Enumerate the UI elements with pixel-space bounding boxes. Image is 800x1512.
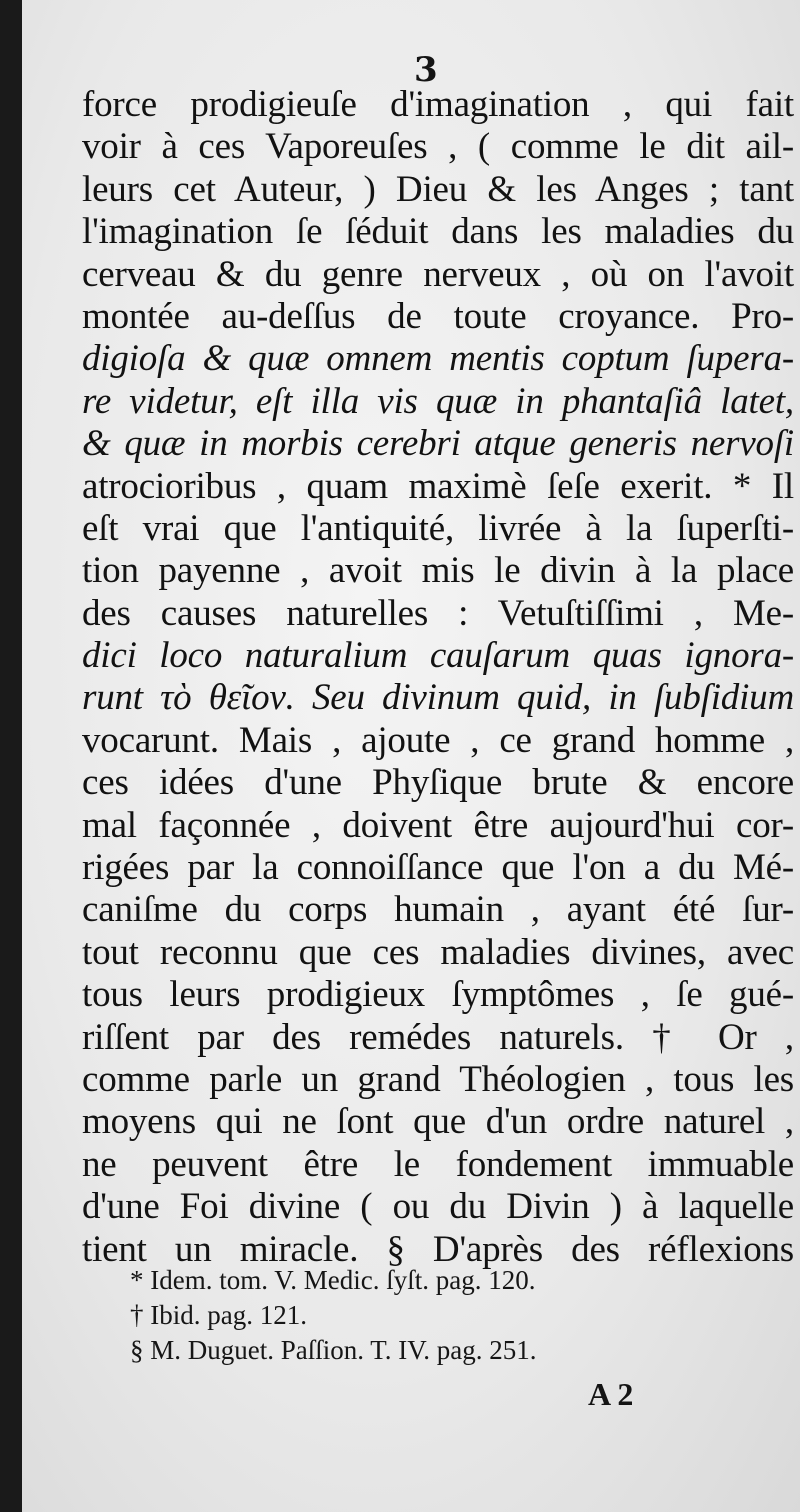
text-line: vocarunt. Mais , ajoute , ce grand homme ,: [82, 719, 794, 761]
text-line: comme parle un grand Théologien , tous les: [82, 1058, 794, 1100]
text-line: tient un miracle. § D'après des réflexions: [82, 1228, 794, 1270]
text-line: caniſme du corps humain , ayant été ſur-: [82, 889, 794, 931]
page-number: 3: [414, 50, 438, 90]
text-line: dici loco naturalium cauſarum quas ignora-: [82, 635, 794, 677]
body-text: [82, 84, 794, 1271]
text-line: voir à ces Vaporeuſes , ( comme le dit ail-: [82, 126, 794, 168]
footnote: * Idem. tom. V. Medic. ſyſt. pag. 120.: [130, 1265, 536, 1295]
footnote: † Ibid. pag. 121.: [130, 1300, 307, 1330]
text-line: runt τὸ θεῖον. Seu divinum quid, in ſubſidium: [82, 677, 794, 719]
text-line: riſſent par des remédes naturels. † Or ,: [82, 1016, 794, 1058]
text-line: force prodigieuſe d'imagination , qui fait: [82, 84, 794, 125]
book-page: [22, 0, 800, 1512]
text-line: eſt vrai que l'antiquité, livrée à la ſuperſti-: [82, 507, 794, 549]
text-line: ces idées d'une Phyſique brute & encore: [82, 762, 794, 804]
text-line: & quæ in morbis cerebri atque generis nervoſi: [82, 423, 794, 465]
text-line: rigées par la connoiſſance que l'on a du Mé-: [82, 847, 794, 889]
text-line: digioſa & quæ omnem mentis coptum ſupera-: [82, 338, 794, 380]
text-line: tous leurs prodigieux ſymptômes , ſe gué-: [82, 974, 794, 1016]
signature-mark: A 2: [588, 1376, 634, 1412]
text-line: atrocioribus , quam maximè ſeſe exerit. * Il: [82, 465, 794, 507]
footnotes: [130, 1263, 790, 1368]
text-line: mal façonnée , doivent être aujourd'hui cor-: [82, 804, 794, 846]
text-line: d'une Foi divine ( ou du Divin ) à laquelle: [82, 1186, 794, 1228]
text-line: tout reconnu que ces maladies divines, avec: [82, 931, 794, 973]
footnote: § M. Duguet. Paſſion. T. IV. pag. 251.: [130, 1335, 537, 1365]
text-line: des causes naturelles : Vetuſtiſſimi , Me-: [82, 592, 794, 634]
text-line: leurs cet Auteur, ) Dieu & les Anges ; tant: [82, 168, 794, 210]
text-line: re videtur, eſt illa vis quæ in phantaſiâ latet,: [82, 380, 794, 422]
text-line: l'imagination ſe ſéduit dans les maladies du: [82, 211, 794, 253]
text-line: ne peuvent être le fondement immuable: [82, 1143, 794, 1185]
text-line: montée au-deſſus de toute croyance. Pro-: [82, 295, 794, 337]
text-line: cerveau & du genre nerveux , où on l'avoit: [82, 253, 794, 295]
text-line: moyens qui ne ſont que d'un ordre naturel ,: [82, 1101, 794, 1143]
text-line: tion payenne , avoit mis le divin à la place: [82, 550, 794, 592]
